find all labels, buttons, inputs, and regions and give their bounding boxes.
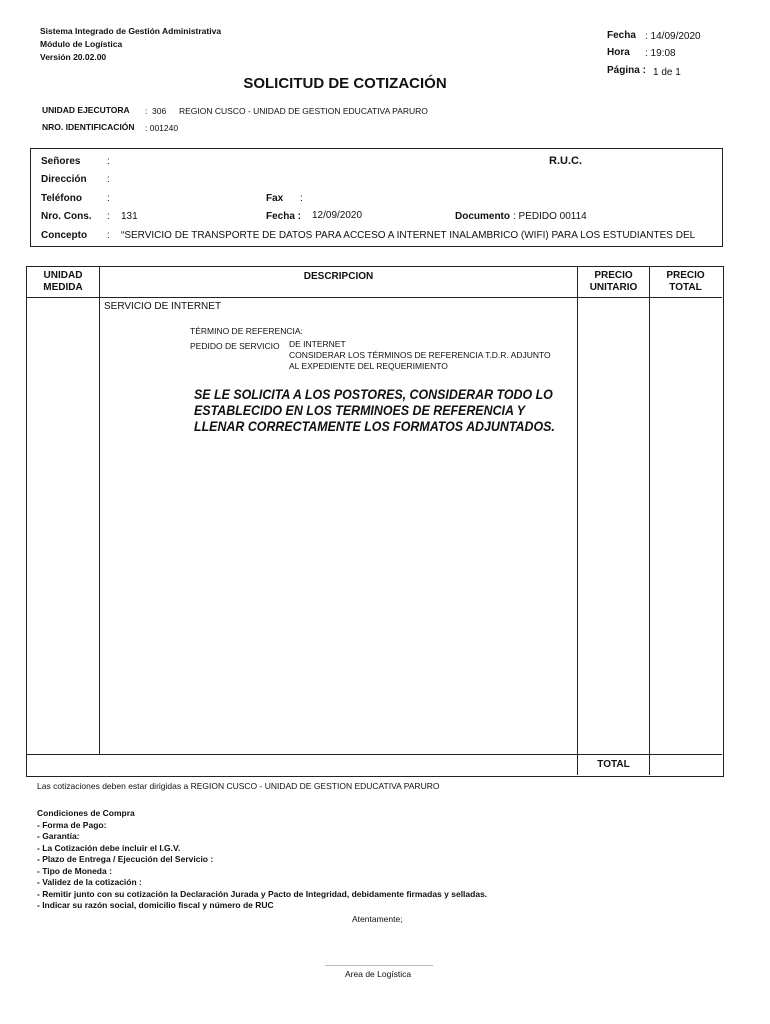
date-label: Fecha (607, 30, 636, 41)
telefono-label: Teléfono (41, 193, 82, 204)
pedido-line-3: AL EXPEDIENTE DEL REQUERIMIENTO (289, 361, 448, 371)
pedido-detail (289, 339, 551, 372)
nro-id-label: NRO. IDENTIFICACIÓN (42, 122, 135, 132)
version-label: Versión 20.02.00 (40, 52, 107, 62)
ruc-label: R.U.C. (549, 155, 582, 167)
senores-colon: : (107, 156, 110, 167)
total-label: TOTAL (597, 759, 630, 770)
col-precio-total: PRECIO TOTAL (666, 270, 705, 293)
page-value: 1 de 1 (653, 67, 681, 78)
time-value: : 19:08 (645, 48, 676, 59)
col-descripcion: DESCRIPCION (303, 271, 374, 282)
col-precio-unitario: PRECIO UNITARIO (589, 270, 638, 293)
notice-line-1: SE LE SOLICITA A LOS POSTORES, CONSIDERAR TODO LO (194, 387, 553, 402)
postores-notice (194, 387, 555, 435)
page-label: Página : (607, 65, 646, 76)
col-divider-1 (99, 267, 100, 754)
fecha-label: Fecha : (266, 211, 302, 222)
pedido-label: PEDIDO DE SERVICIO (190, 341, 280, 351)
documento-value: : PEDIDO 00114 (513, 211, 587, 222)
tdr-label: TÉRMINO DE REFERENCIA: (190, 326, 303, 336)
col-divider-3 (649, 267, 650, 775)
col-divider-2 (577, 267, 578, 775)
conditions-block (37, 808, 487, 912)
ue-sep: : (145, 106, 148, 116)
signature-line (325, 965, 433, 966)
nro-cons-colon: : (107, 211, 110, 222)
documento-label: Documento (455, 211, 510, 222)
notice-line-3: LLENAR CORRECTAMENTE LOS FORMATOS ADJUNTADOS. (194, 419, 555, 434)
dirigidas-note: Las cotizaciones deben estar dirigidas a REGION CUSCO - UNIDAD DE GESTION EDUCATIVA PARURO (37, 781, 440, 791)
system-name: Sistema Integrado de Gestión Administrativa (40, 26, 222, 36)
fax-sep: : (300, 193, 303, 204)
condition-item: - Remitir junto con su cotización la Declaración Jurada y Pacto de Integridad, debidamente firmadas y selladas. (37, 888, 488, 899)
table-header-divider (27, 297, 722, 298)
condition-item: - Forma de Pago: (37, 819, 107, 830)
atentamente-label: Atentamente; (352, 914, 403, 924)
condition-item: - La Cotización debe incluir el I.G.V. (37, 842, 181, 853)
pedido-line-1: DE INTERNET (289, 339, 346, 349)
direccion-colon: : (107, 174, 110, 185)
pedido-line-2: CONSIDERAR LOS TÉRMINOS DE REFERENCIA T.D.R. ADJUNTO (289, 350, 551, 360)
module-name: Módulo de Logística (40, 39, 123, 49)
item-description: SERVICIO DE INTERNET (104, 301, 222, 312)
nro-cons-value: 131 (121, 211, 138, 222)
direccion-label: Dirección (41, 174, 87, 185)
time-label: Hora (607, 47, 630, 58)
condition-item: - Validez de la cotización : (37, 877, 142, 887)
col-unidad-medida: UNIDAD MEDIDA (43, 270, 83, 293)
ue-label: UNIDAD EJECUTORA (42, 105, 130, 115)
notice-line-2: ESTABLECIDO EN LOS TERMINOES DE REFERENCIA Y (194, 403, 526, 418)
system-header (40, 25, 221, 64)
condition-item: - Plazo de Entrega / Ejecución del Servicio : (37, 854, 214, 864)
condition-item: - Tipo de Moneda : (37, 865, 112, 876)
date-value: : 14/09/2020 (645, 31, 701, 42)
concepto-value: “SERVICIO DE TRANSPORTE DE DATOS PARA ACCESO A INTERNET INALAMBRICO (WIFI) PARA LOS ESTUDIANTES DEL (121, 230, 696, 241)
nro-id-value: : 001240 (145, 123, 179, 133)
concepto-label: Concepto (41, 230, 88, 241)
telefono-colon: : (107, 193, 110, 204)
area-logistica-label: Area de Logística (345, 969, 412, 979)
fecha-value: 12/09/2020 (312, 210, 363, 221)
ue-code: 306 (152, 106, 167, 116)
nro-cons-label: Nro. Cons. (41, 211, 92, 222)
condition-item: - Indicar su razón social, domicilio fiscal y número de RUC (37, 900, 274, 910)
senores-label: Señores (41, 156, 81, 167)
fax-label: Fax (266, 193, 284, 204)
concepto-colon: : (107, 230, 110, 241)
condition-item: - Garantía: (37, 831, 80, 841)
ue-name: REGION CUSCO - UNIDAD DE GESTION EDUCATIVA PARURO (179, 106, 428, 116)
page-title: SOLICITUD DE COTIZACIÓN (243, 75, 447, 92)
table-total-divider (27, 754, 722, 755)
conditions-title: Condiciones de Compra (37, 808, 135, 818)
